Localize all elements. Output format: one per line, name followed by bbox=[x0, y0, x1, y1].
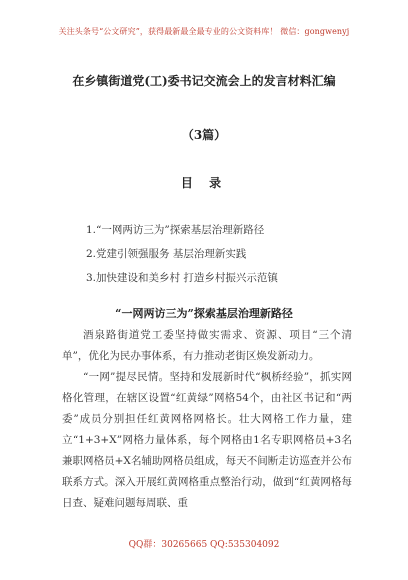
header-promo-note: 关注头条号“公文研究”，获得最新最全最专业的公文资料库！ 微信：gongwenyj bbox=[58, 27, 350, 36]
toc-item-1: 1.“一网两访三为”探索基层治理新路径 bbox=[86, 224, 265, 236]
document-title: 在乡镇街道党(工)委书记交流会上的发言材料汇编 bbox=[72, 74, 336, 88]
body-text bbox=[62, 325, 352, 514]
toc-item-2: 2.党建引领强服务 基层治理新实践 bbox=[86, 248, 247, 260]
body-paragraph-1: 酒泉路街道党工委坚持做实需求、资源、项目“三个清单”，优化为民办事体系，有力推动老街区焕发新动力。 bbox=[62, 329, 352, 362]
section-title: “一网两访三为”探索基层治理新路径 bbox=[115, 307, 293, 320]
toc-heading: 目 录 bbox=[180, 176, 228, 190]
footer-contact: QQ群：30265665 QQ:535304092 bbox=[128, 540, 280, 550]
body-paragraph-2: “一网”提尽民情。坚持和发展新时代“枫桥经验”，抓实网格化管理，在辖区设置“红黄绿”网格54个，由社区书记和“两委”成员分别担任红黄网格网格长。壮大网格工作力量，建立“1+3+X”网格力量体系，每个网格由1名专职网格员+3名兼职网格员+X名辅助网格员组成，每天不间断走访巡查并公布联系方式。深入开展红黄网格重点整治行动，做到“红黄网格每日查、疑难问题每周联、重 bbox=[62, 371, 352, 509]
document-count: （3篇） bbox=[181, 128, 227, 142]
table-of-contents bbox=[86, 218, 386, 290]
toc-item-3: 3.加快建设和美乡村 打造乡村振兴示范镇 bbox=[86, 272, 278, 284]
